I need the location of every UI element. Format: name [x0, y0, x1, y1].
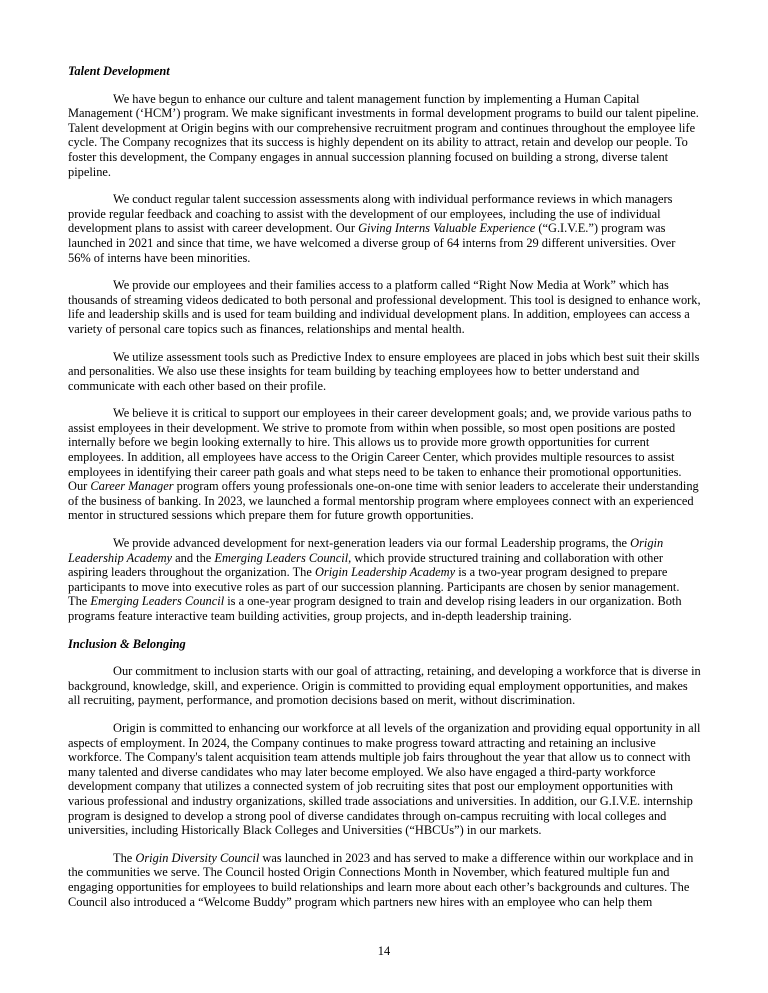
page-number: 14	[377, 944, 391, 958]
paragraph	[68, 350, 701, 394]
italic-text-run: Origin Leadership Academy	[314, 565, 456, 580]
paragraph	[68, 92, 701, 180]
section-heading: Talent Development	[68, 64, 170, 78]
paragraph	[68, 851, 701, 909]
paragraph	[68, 536, 701, 624]
section-heading: Inclusion & Belonging	[68, 636, 186, 651]
text-run: We utilize assessment tools such as Predictive Index to ensure employees are placed in jobs which best suit their skills and personalities. We also use these insights for team building by teaching employees how to better understand and communicate with each other based on their profile.	[68, 349, 700, 393]
italic-text-run: Emerging Leaders Council	[214, 550, 349, 565]
text-run: is a one-year program designed to train and develop rising leaders in our organization. Both programs feature interactive team building activities, group projects, and in-depth leadership training.	[68, 594, 682, 623]
italic-text-run: Origin Leadership Academy	[68, 536, 664, 565]
text-run: The	[113, 850, 136, 865]
paragraph	[68, 721, 701, 838]
paragraph	[68, 278, 701, 336]
text-run: We provide advanced development for next-generation leaders via our formal Leadership programs, the	[113, 536, 631, 551]
paragraph	[68, 406, 701, 523]
text-run: We believe it is critical to support our employees in their career development goals; and, we provide various paths to assist employees in their development. We strive to promote from within when possible, so most open positions are posted internally before we begin looking externally to hire. This allows us to provide more growth opportunities for current employees. In addition, all employees have access to the Origin Career Center, which provides multiple resources to assist employees in identifying their career path goals and what steps need to be taken to enhance their promotional opportunities. Our	[68, 406, 692, 494]
text-run: and the	[172, 550, 215, 565]
text-run: Origin is committed to enhancing our workforce at all levels of the organization and providing equal opportunity in all aspects of employment. In 2024, the Company continues to make progress toward attracting and retaining an inclusive workforce. The Company's talent acquisition team attends multiple job fairs throughout the year that allow us to connect with many talented and diverse candidates who may later become employed. We also have engaged a third-party workforce development company that utilizes a connected system of job recruiting sites that post our employment opportunities with various professional and industry organizations, skilled trade associations and universities. In addition, our G.I.V.E. internship program is designed to develop a strong pool of diverse candidates through on-campus recruiting with local colleges and universities, including Historically Black Colleges and Universities (“HBCUs”) in our markets.	[68, 720, 701, 838]
text-run: was launched in 2023 and has served to make a difference within our workplace and in the communities we serve. The Council hosted Origin Connections Month in November, which featured multiple fun and engaging opportunities for employees to build relationships and learn more about each other’s backgrounds and cultures. The Council also introduced a “Welcome Buddy” program which partners new hires with an employee who can help them	[68, 850, 694, 909]
text-run: (“G.I.V.E.”) program was launched in 2021 and since that time, we have welcomed a diverse group of 64 interns from 29 different universities. Over 56% of interns have been minorities.	[68, 221, 676, 265]
paragraph	[68, 192, 701, 265]
text-run: is a two-year program designed to prepare participants to move into executive roles as part of our succession planning. Participants are chosen by senior management. The	[68, 565, 680, 609]
text-run: We conduct regular talent succession assessments along with individual performance reviews in which managers provide regular feedback and coaching to assist with the development of our employees, including the use of individual development plans to assist with career development. Our	[68, 192, 673, 236]
italic-text-run: Career Manager	[90, 479, 174, 494]
text-run: program offers young professionals one-on-one time with senior leaders to accelerate their understanding of the business of banking. In 2023, we launched a formal mentorship program where employees connect with an experienced mentor in structured sessions which prepare them for future growth opportunities.	[68, 479, 699, 523]
italic-text-run: Emerging Leaders Council	[90, 594, 225, 609]
text-run: We provide our employees and their families access to a platform called “Right Now Media at Work” which has thousands of streaming videos dedicated to both personal and professional development. This tool is designed to enhance work, life and leadership skills and is used for team building and individual development plans. In addition, employees can access a variety of personal care topics such as finances, relationships and mental health.	[68, 278, 701, 336]
italic-text-run: Origin Diversity Council	[135, 850, 260, 865]
paragraph	[68, 664, 701, 708]
italic-text-run: Giving Interns Valuable Experience	[358, 221, 536, 236]
text-run: Our commitment to inclusion starts with our goal of attracting, retaining, and developing a workforce that is diverse in background, knowledge, skill, and experience. Origin is committed to providing equal employment opportunities, and makes all recruiting, payment, performance, and promotion decisions based on merit, without discrimination.	[68, 664, 701, 708]
document-body	[68, 64, 701, 922]
text-run: , which provide structured training and collaboration with other aspiring leaders throughout the organization. The	[68, 550, 663, 580]
text-run: We have begun to enhance our culture and talent management function by implementing a Human Capital Management (‘HCM’) program. We make significant investments in formal development programs to build our talent pipeline. Talent development at Origin begins with our comprehensive recruitment program and continues throughout the employee life cycle. The Company recognizes that its success is highly dependent on its ability to attract, retain and develop our people. To foster this development, the Company engages in annual succession planning focused on building a strong, diverse talent pipeline.	[68, 91, 699, 179]
